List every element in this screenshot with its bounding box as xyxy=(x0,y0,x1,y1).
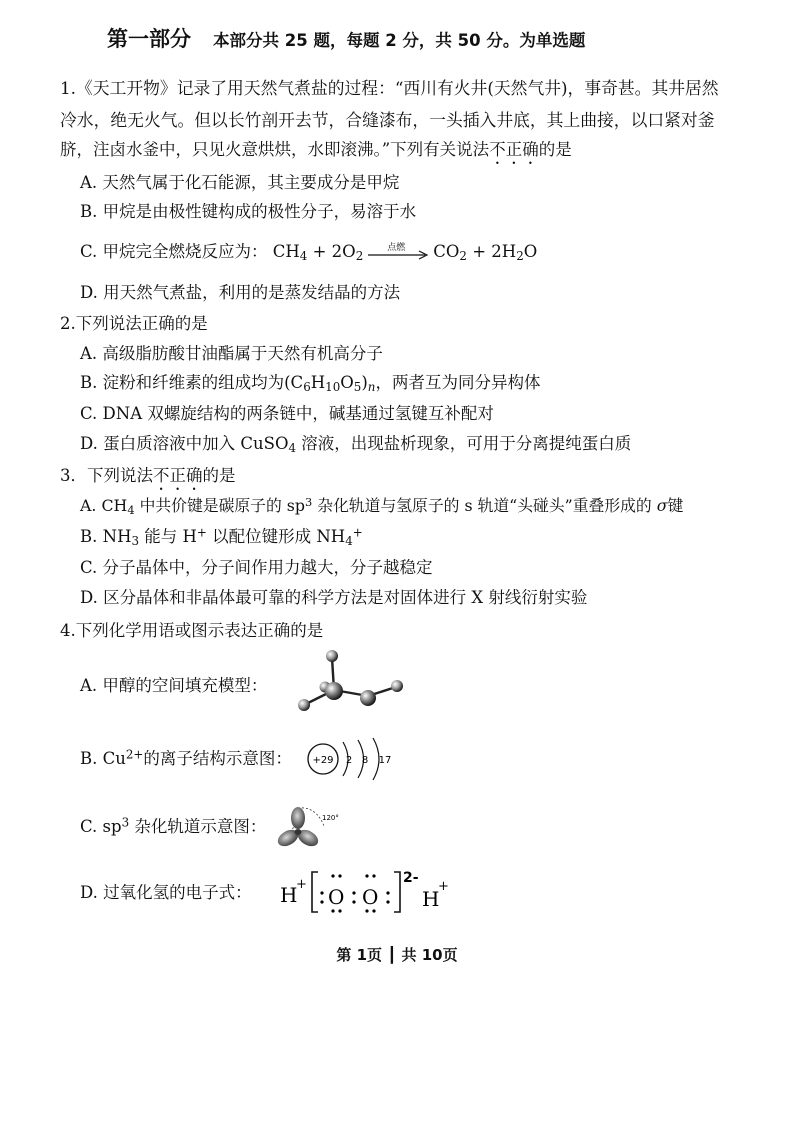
q4-option-c: C. $sp^3$ 杂化轨道示意图： xyxy=(80,815,267,836)
page-footer: 第 1页 ┃ 共 10页 xyxy=(336,946,458,964)
shell-2-count: 8 xyxy=(361,755,369,766)
nucleus-charge: +29 xyxy=(312,755,334,766)
q3-option-c: C. 分子晶体中，分子间作用力越大，分子越稳定 xyxy=(80,558,433,577)
q1-line-3-end: 的是 xyxy=(538,140,572,159)
q1-option-c-label: C. 甲烷完全燃烧反应为： xyxy=(80,242,268,261)
q4-option-c-label: C. sp xyxy=(80,817,122,836)
q3-option-a-end: 键 xyxy=(667,496,684,515)
q2-option-b xyxy=(80,372,540,394)
q4-option-d: D. 过氧化氢的电子式： xyxy=(80,883,252,902)
q2-option-b-end: ，两者互为同分异构体 xyxy=(375,373,541,392)
q3-option-b-text: 能与 xyxy=(139,527,183,546)
starch-formula: $(C_6H_{10}O_5)_n$ xyxy=(284,373,376,394)
q1-option-b: B. 甲烷是由极性键构成的极性分子，易溶于水 xyxy=(80,202,417,221)
q4-option-b-text: 的离子结构示意图： xyxy=(143,749,292,768)
methanol-model-figure xyxy=(292,646,410,718)
section-header xyxy=(107,28,585,52)
ammonium-formula: $NH_4^+$ xyxy=(316,525,363,548)
q2-option-c: C. DNA 双螺旋结构的两条链中，碱基通过氢键互补配对 xyxy=(80,404,494,423)
q4-stem: 4.下列化学用语或图示表达正确的是 xyxy=(60,621,324,640)
q3-stem-text: 3．下列说法 xyxy=(60,466,153,485)
q3-option-a-text: 中共价键是碳原子的 xyxy=(134,496,287,515)
sp3-label: $sp^3$ xyxy=(286,494,313,515)
q3-option-a-text-2: 杂化轨道与氢原子的 s 轨道“头碰头”重叠形成的 xyxy=(312,496,657,515)
q3-option-b-label: B. xyxy=(80,527,103,546)
q1-line-2: 冷水，绝无火气。但以长竹剖开去节，合缝漆布，一头插入井底，其上曲接，以口紧对釜 xyxy=(60,110,715,130)
reaction-condition: 点燃 xyxy=(387,242,406,253)
q2-option-a: A. 高级脂肪酸甘油酯属于天然有机高分子 xyxy=(80,344,383,363)
shell-3-count: 17 xyxy=(378,755,392,766)
q3-stem-end: 的是 xyxy=(202,466,236,485)
q1-line-1: 1.《天工开物》记录了用天然气煮盐的过程：“西川有火井(天然气井)，事奇甚。其井居然 xyxy=(60,78,719,98)
arrow-icon xyxy=(367,244,429,262)
section-title: 第一部分 xyxy=(107,27,191,51)
combustion-equation: $CH_4 + 2O_2$ xyxy=(272,242,364,263)
q2-option-d-text: D. 蛋白质溶液中加入 xyxy=(80,434,241,453)
svg-text:H: H xyxy=(422,887,440,911)
q2-option-d xyxy=(80,433,631,455)
q1-emphasis: 不正确 xyxy=(489,140,539,159)
hydrogen-peroxide-electron-formula xyxy=(278,866,463,918)
q1-option-a: A. 天然气属于化石能源，其主要成分是甲烷 xyxy=(80,173,400,192)
q1-option-d: D. 用天然气煮盐，利用的是蒸发结晶的方法 xyxy=(80,283,401,302)
q4-option-b: B. $Cu^{2+}$的离子结构示意图： xyxy=(80,747,292,768)
q4-option-c-text: 杂化轨道示意图： xyxy=(129,817,267,836)
svg-text:O: O xyxy=(362,885,379,909)
q3-stem xyxy=(60,465,236,494)
ion-structure-figure xyxy=(303,736,398,782)
q2-stem: 2.下列说法正确的是 xyxy=(60,314,208,333)
q3-option-a xyxy=(80,495,683,517)
q2-option-b-text: B. 淀粉和纤维素的组成均为 xyxy=(80,373,285,392)
ammonia-formula: $NH_3$ xyxy=(102,527,140,548)
q1-line-3 xyxy=(60,139,572,168)
proton-formula: H+ xyxy=(182,525,207,546)
combustion-products: $CO_2 + 2H_2O$ xyxy=(433,242,538,263)
sigma-symbol: σ xyxy=(656,496,668,515)
q3-emphasis: 不正确 xyxy=(153,466,203,485)
q2-option-d-end: 溶液，出现盐析现象，可用于分离提纯蛋白质 xyxy=(296,434,632,453)
svg-text:H: H xyxy=(280,883,298,907)
reaction-arrow xyxy=(367,244,429,262)
q3-option-b-text-2: 以配位键形成 xyxy=(206,527,317,546)
svg-text:+: + xyxy=(438,879,449,894)
q4-option-a: A. 甲醇的空间填充模型： xyxy=(80,676,268,695)
q3-option-b xyxy=(80,526,363,548)
section-description: 本部分共 25 题，每题 2 分，共 50 分。为单选题 xyxy=(213,31,586,50)
cuso4-formula: CuSO$_4$ xyxy=(240,434,297,455)
q3-option-d: D. 区分晶体和非晶体最可靠的科学方法是对固体进行 X 射线衍射实验 xyxy=(80,588,588,607)
q3-option-a-label: A. xyxy=(80,496,102,515)
peroxide-charge: 2- xyxy=(403,870,419,886)
shell-1-count: 2 xyxy=(345,755,353,766)
q4-option-b-label: B. Cu xyxy=(80,749,126,768)
svg-text:O: O xyxy=(328,885,345,909)
sp3-orbital-figure xyxy=(274,796,356,858)
svg-text:+: + xyxy=(296,877,307,892)
methane-formula: $CH_4$ xyxy=(101,496,135,517)
q1-option-c xyxy=(80,241,537,263)
q1-line-3-text: 脐，注卤水釜中，只见火意烘烘，水即滚沸。”下列有关说法 xyxy=(60,140,490,159)
bond-angle-label: 120° xyxy=(322,814,339,822)
